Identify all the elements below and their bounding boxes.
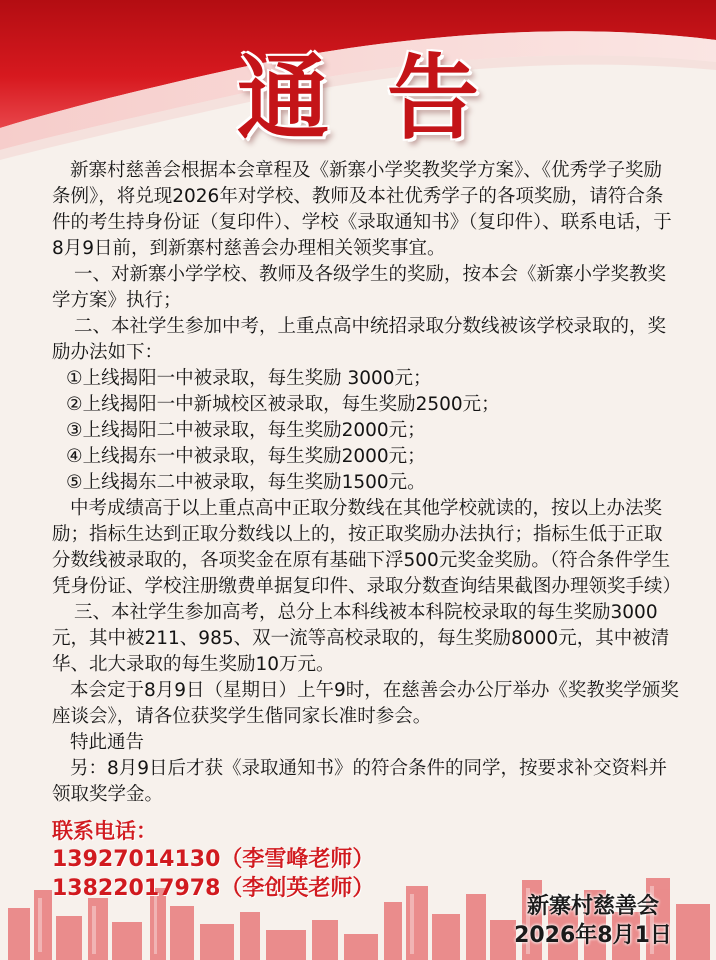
supplement-paragraph: 另：8月9日后才获《录取通知书》的符合条件的同学，按要求补交资料并领取奖学金。	[52, 758, 668, 805]
notice-title: 通告	[236, 44, 537, 152]
award-item: ⑤上线揭东二中被录取，每生奖励1500元。	[66, 472, 426, 493]
contact-label: 联系电话：	[52, 819, 157, 843]
above-line-paragraph: 中考成绩高于以上重点高中正取分数线在其他学校就读的，按以上办法奖励；指标生达到正取分数线以上的，按正取奖励办法执行；指标生低于正取分数线被录取的，各项奖金在原有基础下浮500元奖金奖励。（符合条件学生凭身份证、学校注册缴费单据复印件、录取分数查询结果截图办理领奖手续）	[52, 498, 682, 597]
signature-date: 2026年8月1日	[514, 923, 672, 948]
award-item: ④上线揭东一中被录取，每生奖励2000元；	[66, 446, 426, 467]
signature-block	[488, 892, 698, 950]
contact-phone: 13822017978（李创英老师）	[52, 876, 375, 901]
contact-block	[52, 818, 472, 903]
award-item: ③上线揭阳二中被录取，每生奖励2000元；	[66, 420, 426, 441]
award-item: ①上线揭阳一中被录取，每生奖励 3000元；	[66, 368, 432, 389]
clause-one: 一、对新寨小学学校、教师及各级学生的奖励，按本会《新寨小学奖教奖学方案》执行；	[52, 264, 667, 311]
intro-paragraph: 新寨村慈善会根据本会章程及《新寨小学奖教奖学方案》、《优秀学子奖励条例》，将兑现2026年对学校、教师及本社优秀学子的各项奖励，请符合条件的考生持身份证（复印件）、学校《录取通知书》（复印件）、联系电话，于8月9日前，到新寨村慈善会办理相关领奖事宜。	[52, 160, 672, 259]
clause-two: 二、本社学生参加中考，上重点高中统招录取分数线被该学校录取的，奖励办法如下：	[52, 316, 667, 363]
closing-line: 特此通告	[70, 732, 145, 753]
award-item: ②上线揭阳一中新城校区被录取，每生奖励2500元；	[66, 394, 500, 415]
clause-three: 三、本社学生参加高考，总分上本科线被本科院校录取的每生奖励3000元，其中被211、985、双一流等高校录取的，每生奖励8000元，其中被清华、北大录取的每生奖励10万元。	[52, 602, 670, 675]
signature-org: 新寨村慈善会	[526, 894, 659, 919]
contact-phone: 13927014130（李雪峰老师）	[52, 847, 375, 872]
notice-body	[52, 158, 680, 808]
ceremony-paragraph: 本会定于8月9日（星期日）上午9时，在慈善会办公厅举办《奖教奖学颁奖座谈会》，请各位获奖学生偕同家长准时参会。	[52, 680, 679, 727]
